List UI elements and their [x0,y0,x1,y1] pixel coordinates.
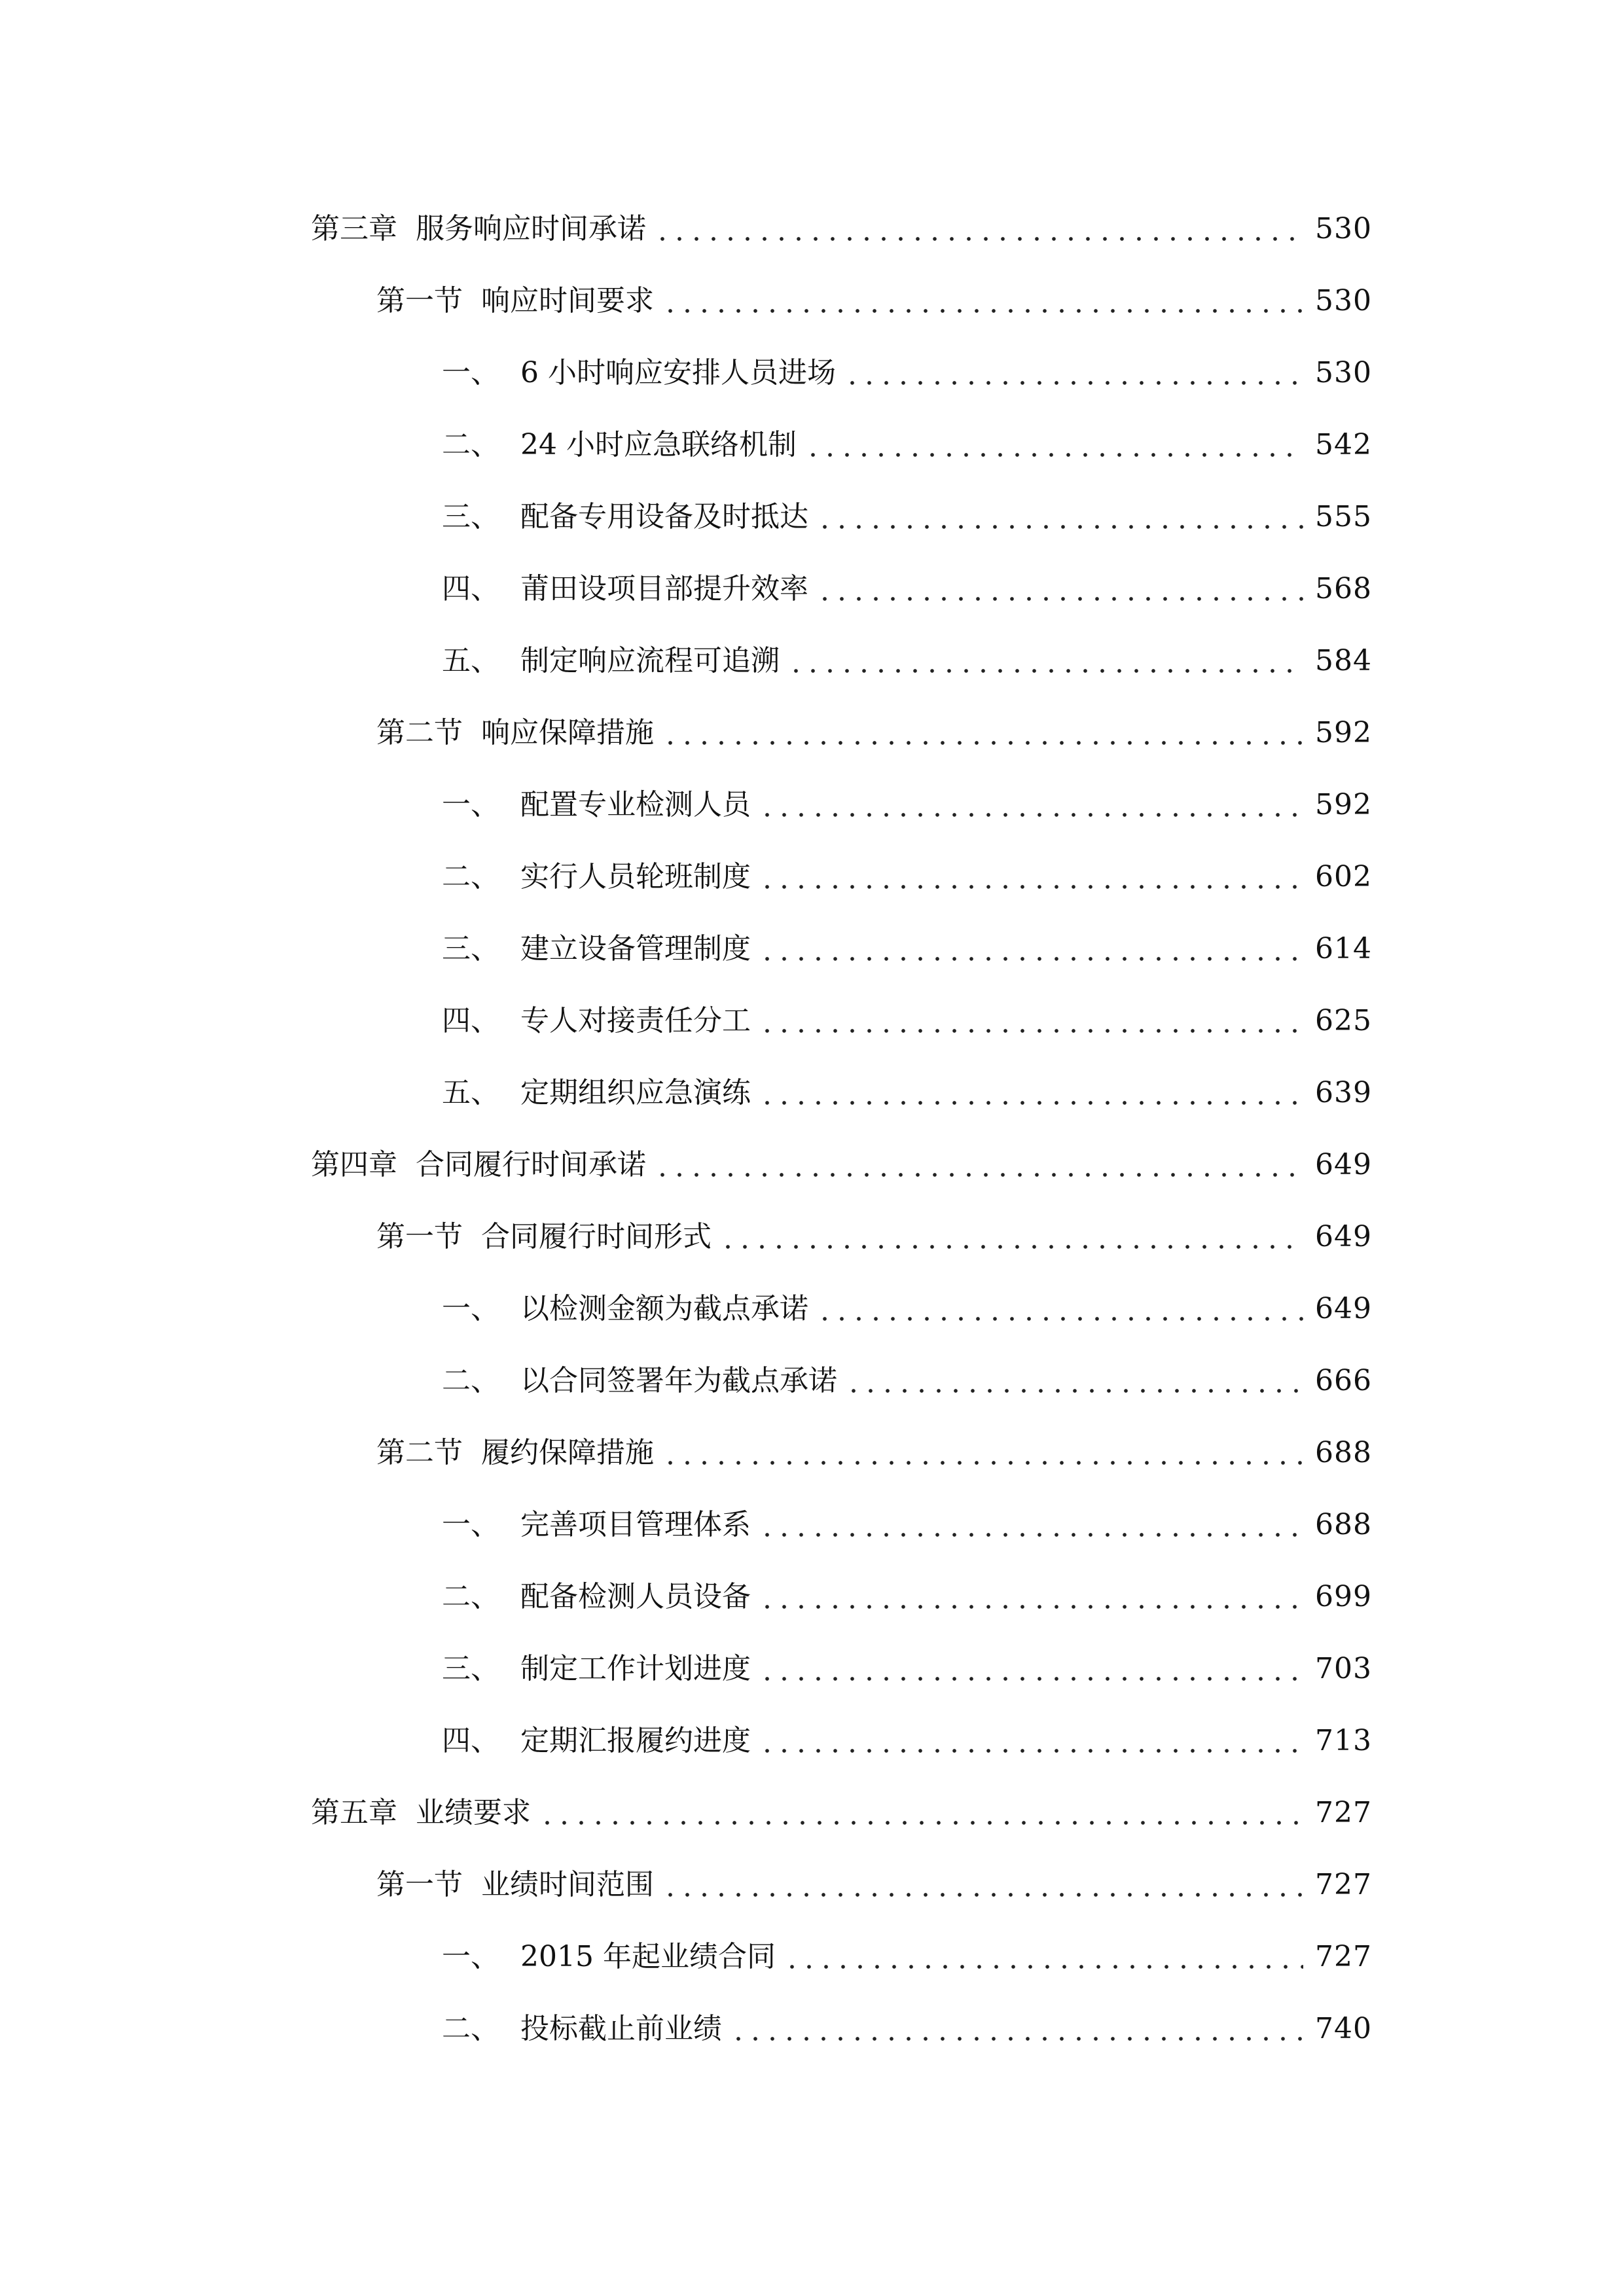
toc-page-number: 727 [1315,1940,1372,1973]
toc-prefix: 第一节 [376,1868,463,1901]
toc-page-number: 688 [1315,1508,1372,1541]
toc-page-number: 727 [1315,1868,1372,1901]
dot-leader [662,1859,1303,1911]
toc-entry-section[interactable] [376,1859,1372,1911]
toc-entry-section[interactable] [376,1211,1372,1263]
toc-page-number: 530 [1315,356,1372,389]
toc-title: 2015 年起业绩合同 [520,1940,776,1973]
dot-leader [730,2003,1303,2055]
toc-entry-item[interactable] [442,851,1372,903]
toc-entry-item[interactable] [442,1283,1372,1335]
toc-prefix: 第一节 [376,284,463,317]
toc-page-number: 703 [1315,1652,1372,1685]
dot-leader [804,419,1303,471]
toc-entry-section[interactable] [376,707,1372,759]
toc-page-number: 530 [1315,284,1372,317]
toc-page-number: 639 [1315,1076,1372,1109]
toc-entry-item[interactable] [442,1715,1372,1767]
toc-prefix: 四、 [442,1004,499,1037]
toc-title: 定期汇报履约进度 [520,1724,751,1757]
toc-entry-item[interactable] [442,995,1372,1047]
dot-leader [662,1427,1303,1479]
dot-leader [662,707,1303,759]
toc-entry-chapter[interactable] [311,1787,1372,1839]
toc-entry-item[interactable] [442,2003,1372,2055]
toc-entry-section[interactable] [376,275,1372,327]
toc-prefix: 五、 [442,1076,499,1109]
dot-leader [759,779,1303,831]
toc-title: 以合同签署年为截点承诺 [520,1364,837,1397]
toc-title: 完善项目管理体系 [520,1508,751,1541]
toc-entry-item[interactable] [442,923,1372,975]
toc-prefix: 四、 [442,572,499,605]
toc-prefix: 一、 [442,788,499,821]
toc-page-number: 699 [1315,1580,1372,1613]
toc-page-number: 666 [1315,1364,1372,1397]
dot-leader [816,563,1303,615]
dot-leader [759,1715,1303,1767]
toc-title: 合同履行时间形式 [481,1220,712,1253]
toc-title: 以检测金额为截点承诺 [520,1292,808,1325]
dot-leader [759,1067,1303,1119]
dot-leader [784,1931,1303,1983]
toc-title: 配置专业检测人员 [520,788,751,821]
toc-title: 合同履行时间承诺 [416,1148,646,1181]
toc-page-number: 625 [1315,1004,1372,1037]
toc-prefix: 一、 [442,1940,499,1973]
toc-entry-item[interactable] [442,1571,1372,1623]
toc-title: 24 小时应急联络机制 [520,428,797,461]
toc-title: 定期组织应急演练 [520,1076,751,1109]
toc-page-number: 542 [1315,428,1372,461]
toc-page-number: 727 [1315,1796,1372,1829]
toc-entry-chapter[interactable] [311,1139,1372,1191]
toc-title: 配备专用设备及时抵达 [520,500,808,533]
toc-entry-item[interactable] [442,491,1372,543]
toc-prefix: 第二节 [376,1436,463,1469]
toc-title: 莆田设项目部提升效率 [520,572,808,605]
toc-title: 实行人员轮班制度 [520,860,751,893]
dot-leader [539,1787,1303,1839]
toc-title: 6 小时响应安排人员进场 [520,356,836,389]
toc-prefix: 二、 [442,428,499,461]
toc-title: 响应时间要求 [481,284,654,317]
toc-prefix: 一、 [442,356,499,389]
dot-leader [816,491,1303,543]
dot-leader [787,635,1303,687]
dot-leader [759,1571,1303,1623]
toc-title: 专人对接责任分工 [520,1004,751,1037]
toc-entry-item[interactable] [442,779,1372,831]
toc-page-number: 530 [1315,212,1372,245]
toc-prefix: 一、 [442,1508,499,1541]
dot-leader [759,923,1303,975]
toc-page-number: 602 [1315,860,1372,893]
dot-leader [759,995,1303,1047]
dot-leader [816,1283,1303,1335]
toc-title: 制定工作计划进度 [520,1652,751,1685]
toc-page-number: 584 [1315,644,1372,677]
toc-prefix: 第三章 [311,212,397,245]
toc-title: 配备检测人员设备 [520,1580,751,1613]
toc-entry-item[interactable] [442,563,1372,615]
dot-leader [844,347,1303,399]
toc-prefix: 三、 [442,500,499,533]
toc-entry-item[interactable] [442,347,1372,399]
toc-title: 服务响应时间承诺 [416,212,646,245]
toc-title: 投标截止前业绩 [520,2012,722,2045]
toc-page-number: 568 [1315,572,1372,605]
dot-leader [759,851,1303,903]
toc-title: 响应保障措施 [481,716,654,749]
toc-entry-chapter[interactable] [311,203,1372,255]
toc-title: 建立设备管理制度 [520,932,751,965]
toc-title: 业绩时间范围 [481,1868,654,1901]
toc-page-number: 740 [1315,2012,1372,2045]
toc-prefix: 二、 [442,2012,499,2045]
toc-prefix: 三、 [442,1652,499,1685]
toc-entry-item[interactable] [442,635,1372,687]
toc-page-number: 713 [1315,1724,1372,1757]
toc-prefix: 二、 [442,1580,499,1613]
toc-entry-item[interactable] [442,419,1372,471]
toc-page-number: 649 [1315,1292,1372,1325]
toc-entry-item[interactable] [442,1499,1372,1551]
toc-entry-item[interactable] [442,1067,1372,1119]
dot-leader [759,1643,1303,1695]
toc-prefix: 三、 [442,932,499,965]
dot-leader [662,275,1303,327]
toc-prefix: 第五章 [311,1796,397,1829]
dot-leader [759,1499,1303,1551]
toc-prefix: 二、 [442,1364,499,1397]
dot-leader [719,1211,1303,1263]
toc-prefix: 二、 [442,860,499,893]
dot-leader [654,1139,1303,1191]
dot-leader [845,1355,1303,1407]
toc-prefix: 四、 [442,1724,499,1757]
toc-page-number: 649 [1315,1220,1372,1253]
dot-leader [654,203,1303,255]
toc-page-number: 592 [1315,716,1372,749]
toc-page-number: 592 [1315,788,1372,821]
toc-entry-item[interactable] [442,1355,1372,1407]
toc-prefix: 第二节 [376,716,463,749]
toc-prefix: 第一节 [376,1220,463,1253]
toc-page-number: 649 [1315,1148,1372,1181]
toc-page-number: 688 [1315,1436,1372,1469]
toc-entry-item[interactable] [442,1931,1372,1983]
toc-entry-section[interactable] [376,1427,1372,1479]
toc-prefix: 五、 [442,644,499,677]
toc-page-number: 614 [1315,932,1372,965]
toc-title: 履约保障措施 [481,1436,654,1469]
toc-prefix: 第四章 [311,1148,397,1181]
toc-entry-item[interactable] [442,1643,1372,1695]
toc-title: 业绩要求 [416,1796,531,1829]
toc-prefix: 一、 [442,1292,499,1325]
toc-title: 制定响应流程可追溯 [520,644,780,677]
toc-page-number: 555 [1315,500,1372,533]
